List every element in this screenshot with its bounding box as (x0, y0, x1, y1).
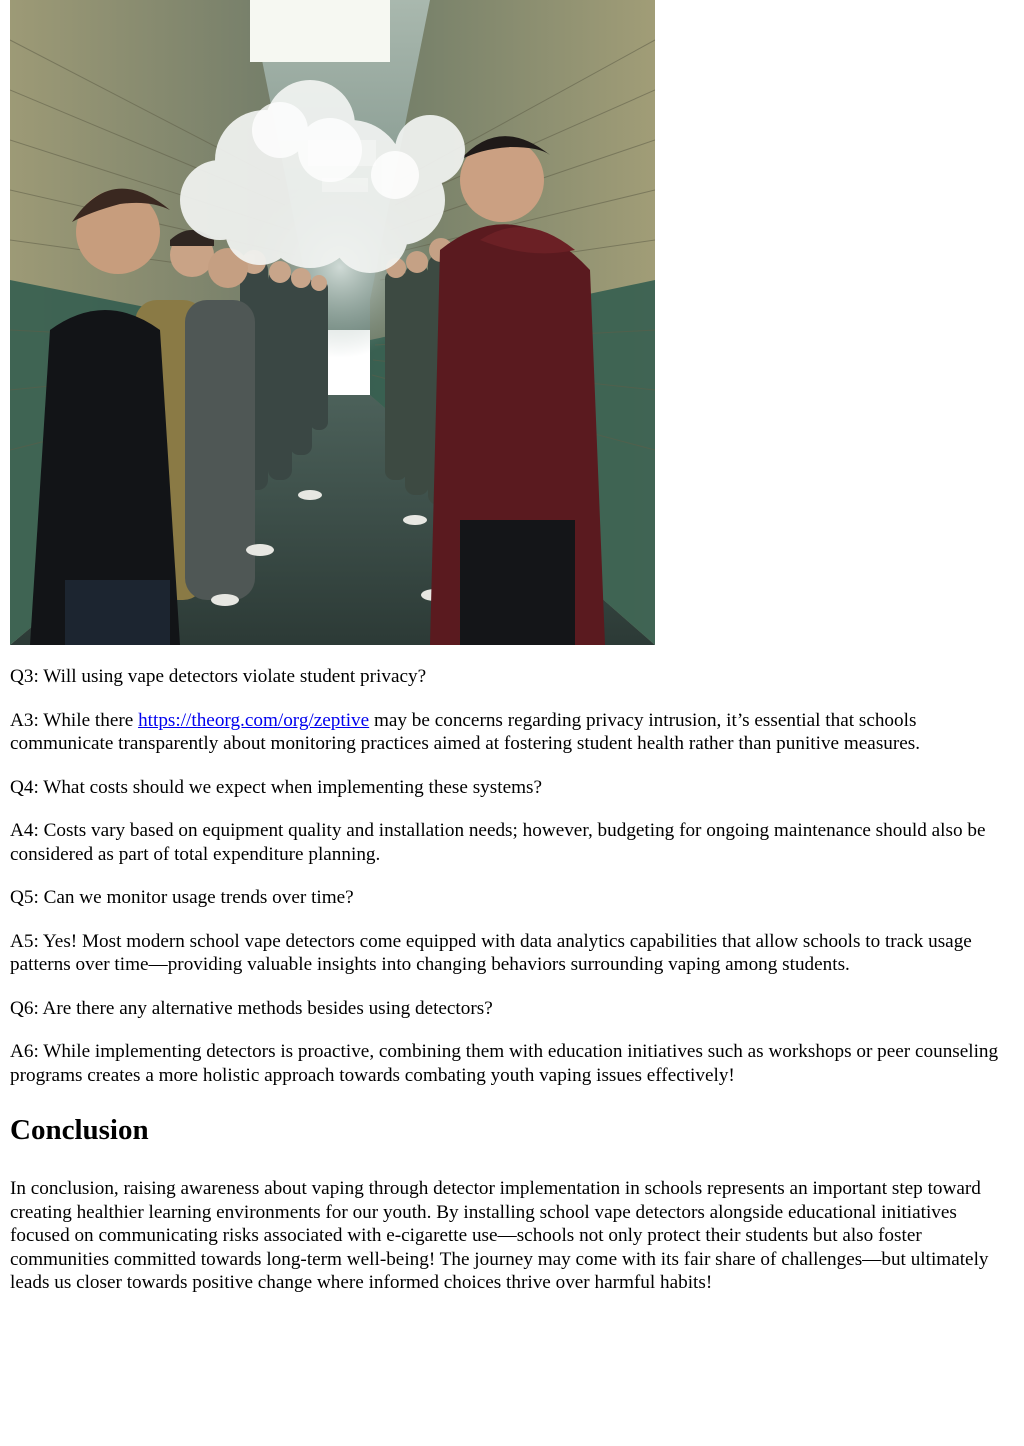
conclusion-paragraph: In conclusion, raising awareness about vaping through detector implementation in schools represents an important step toward creating healthier learning environments for our youth. By installing school vape detectors alongside educational initiatives focused on communicating risks associated with e-cigarette use—schools not only protect their students but also foster communities committed towards long-term well-being! The journey may come with its fair share of challenges—but ultimately leads us closer towards positive change where informed choices thrive over harmful habits! (10, 1178, 989, 1293)
zeptive-link[interactable]: https://theorg.com/org/zeptive (138, 709, 370, 731)
faq-answer-a6: A6: While implementing detectors is proactive, combining them with education initiatives such as workshops or peer counseling programs creates a more holistic approach towards combating youth vaping issues effectively! (10, 1041, 999, 1086)
faq-answer-a3 (10, 709, 1010, 756)
faq-answer-text: may be concerns regarding privacy intrusion, it’s essential that schools communicate transparently about monitoring practices aimed at fostering student health rather than punitive measures. (10, 709, 921, 754)
article-content (10, 0, 1010, 1295)
hallway-vaping-image (10, 0, 655, 645)
conclusion-heading: Conclusion (10, 1114, 149, 1146)
faq-answer-a4: A4: Costs vary based on equipment quality and installation needs; however, budgeting for ongoing maintenance should also be considered as part of total expenditure planning. (10, 820, 986, 865)
faq-question-q6: Q6: Are there any alternative methods besides using detectors? (10, 997, 493, 1019)
faq-question-q3: Q3: Will using vape detectors violate student privacy? (10, 666, 427, 687)
faq-answer-text: A3: While there (10, 709, 139, 731)
faq-answer-a5: A5: Yes! Most modern school vape detectors come equipped with data analytics capabilities that allow schools to track usage patterns over time—providing valuable insights into changing behaviors surrounding vaping among students. (10, 930, 972, 975)
faq-question-q5: Q5: Can we monitor usage trends over time? (10, 887, 354, 908)
faq-question-q4: Q4: What costs should we expect when implementing these systems? (10, 776, 542, 798)
